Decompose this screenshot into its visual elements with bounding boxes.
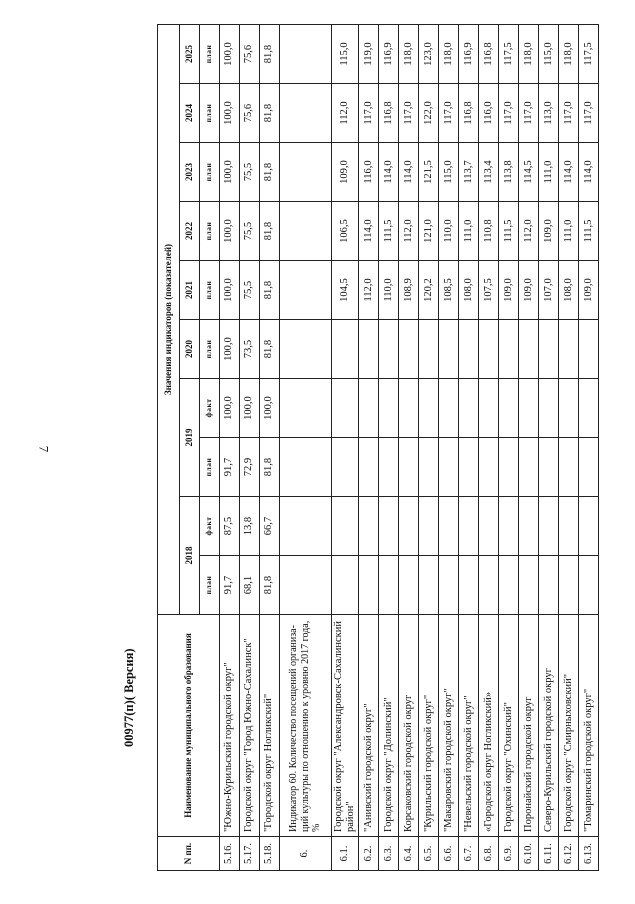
value-cell: 107,5	[479, 261, 499, 320]
value-cell	[459, 497, 479, 556]
value-cell: 87,5	[220, 497, 240, 556]
value-cell: 81,8	[260, 261, 280, 320]
row-number: 6.5.	[419, 837, 439, 871]
value-cell	[439, 497, 459, 556]
value-cell	[359, 320, 379, 379]
value-cell: 116,8	[459, 84, 479, 143]
value-cell: 112,0	[359, 261, 379, 320]
value-cell: 111,5	[579, 202, 599, 261]
value-cell	[559, 320, 579, 379]
value-cell	[280, 497, 332, 556]
row-number: 6.4.	[399, 837, 419, 871]
value-cell: 100,0	[220, 202, 240, 261]
value-cell: 75,5	[240, 143, 260, 202]
value-cell	[479, 497, 499, 556]
value-cell	[479, 320, 499, 379]
value-cell: 111,0	[559, 202, 579, 261]
header-plan: план	[200, 261, 220, 320]
value-cell: 116,9	[459, 24, 479, 83]
value-cell: 81,8	[260, 143, 280, 202]
row-number: 6.3.	[379, 837, 399, 871]
value-cell	[399, 556, 419, 615]
row-number: 6.8.	[479, 837, 499, 871]
value-cell: 117,0	[399, 84, 419, 143]
header-fact: факт	[200, 379, 220, 438]
value-cell	[280, 24, 332, 83]
value-cell	[459, 556, 479, 615]
value-cell	[359, 379, 379, 438]
value-cell: 115,0	[332, 24, 359, 83]
value-cell	[499, 438, 519, 497]
header-plan: план	[200, 84, 220, 143]
value-cell	[539, 320, 559, 379]
value-cell	[459, 438, 479, 497]
header-plan: план	[200, 320, 220, 379]
value-cell	[499, 556, 519, 615]
value-cell	[439, 320, 459, 379]
value-cell: 121,0	[419, 202, 439, 261]
value-cell: 114,0	[379, 143, 399, 202]
value-cell: 100,0	[220, 261, 240, 320]
value-cell: 100,0	[260, 379, 280, 438]
value-cell	[479, 379, 499, 438]
table-row	[519, 24, 539, 870]
table-row	[379, 24, 399, 870]
value-cell	[280, 202, 332, 261]
row-number: 6.2.	[359, 837, 379, 871]
value-cell	[280, 143, 332, 202]
value-cell	[519, 379, 539, 438]
table-row	[459, 24, 479, 870]
value-cell: 117,0	[519, 84, 539, 143]
value-cell	[559, 379, 579, 438]
value-cell: 68,1	[240, 556, 260, 615]
value-cell: 112,0	[332, 84, 359, 143]
value-cell	[280, 556, 332, 615]
value-cell	[539, 438, 559, 497]
value-cell	[439, 379, 459, 438]
rotated-table-container	[157, 25, 594, 871]
value-cell: 119,0	[359, 24, 379, 83]
value-cell: 114,5	[519, 143, 539, 202]
table-row	[260, 24, 280, 870]
value-cell: 81,8	[260, 320, 280, 379]
value-cell: 113,4	[479, 143, 499, 202]
value-cell: 117,5	[499, 24, 519, 83]
value-cell: 111,5	[379, 202, 399, 261]
header-year: 2020	[180, 320, 200, 379]
value-cell: 117,0	[359, 84, 379, 143]
table-row	[579, 24, 599, 870]
value-cell: 13,8	[240, 497, 260, 556]
municipality-name: Городской округ "Город Южно-Сахалинск"	[240, 615, 260, 837]
value-cell	[379, 438, 399, 497]
value-cell: 91,7	[220, 438, 240, 497]
value-cell: 118,0	[519, 24, 539, 83]
header-year: 2022	[180, 202, 200, 261]
value-cell	[359, 556, 379, 615]
row-number: 6.9.	[499, 837, 519, 871]
header-year: 2024	[180, 84, 200, 143]
indicator-title: Индикатор 60. Количество посещений организа-ций культуры по отношению к уровню 2017 года, %	[280, 615, 332, 837]
value-cell	[280, 438, 332, 497]
table-row	[439, 24, 459, 870]
value-cell: 117,0	[439, 84, 459, 143]
value-cell: 117,5	[579, 24, 599, 83]
table-row	[359, 24, 379, 870]
header-fact: факт	[200, 497, 220, 556]
value-cell	[359, 497, 379, 556]
value-cell: 117,0	[559, 84, 579, 143]
value-cell: 109,0	[499, 261, 519, 320]
value-cell	[419, 438, 439, 497]
value-cell	[559, 438, 579, 497]
value-cell	[499, 320, 519, 379]
header-year: 2025	[180, 24, 200, 83]
value-cell: 104,5	[332, 261, 359, 320]
value-cell: 81,8	[260, 24, 280, 83]
value-cell: 110,8	[479, 202, 499, 261]
value-cell: 73,5	[240, 320, 260, 379]
row-number: 6.	[280, 837, 332, 871]
value-cell	[379, 556, 399, 615]
value-cell	[439, 438, 459, 497]
value-cell	[280, 379, 332, 438]
value-cell: 108,0	[559, 261, 579, 320]
value-cell: 117,0	[499, 84, 519, 143]
table-row	[220, 24, 240, 870]
municipality-name: "Курильский городской округ"	[419, 615, 439, 837]
value-cell	[479, 438, 499, 497]
value-cell	[559, 556, 579, 615]
value-cell: 113,0	[539, 84, 559, 143]
municipality-name: Северо-Курильский городской округ	[539, 615, 559, 837]
value-cell	[519, 556, 539, 615]
header-num: N пп.	[158, 837, 220, 871]
table-row	[419, 24, 439, 870]
indicator-table	[157, 24, 599, 871]
value-cell: 116,0	[359, 143, 379, 202]
value-cell: 118,0	[399, 24, 419, 83]
value-cell	[379, 320, 399, 379]
value-cell	[280, 84, 332, 143]
municipality-name: Корсаковский городской округ	[399, 615, 419, 837]
value-cell: 118,0	[559, 24, 579, 83]
municipality-name: "Анивский городской округ"	[359, 615, 379, 837]
value-cell	[459, 320, 479, 379]
value-cell: 81,8	[260, 202, 280, 261]
value-cell	[579, 497, 599, 556]
value-cell: 75,6	[240, 84, 260, 143]
value-cell	[559, 497, 579, 556]
value-cell	[539, 379, 559, 438]
value-cell	[579, 438, 599, 497]
header-values: Значения индикаторов (показателей)	[158, 24, 180, 614]
value-cell: 113,7	[459, 143, 479, 202]
value-cell: 117,0	[579, 84, 599, 143]
municipality-name: "Городской округ Ногликский"	[260, 615, 280, 837]
value-cell: 100,0	[220, 320, 240, 379]
row-number: 5.18.	[260, 837, 280, 871]
value-cell: 108,0	[459, 261, 479, 320]
header-plan: план	[200, 143, 220, 202]
value-cell	[499, 497, 519, 556]
value-cell	[519, 497, 539, 556]
value-cell	[419, 497, 439, 556]
value-cell: 112,0	[399, 202, 419, 261]
value-cell: 116,0	[479, 84, 499, 143]
row-number: 6.6.	[439, 837, 459, 871]
row-number: 6.7.	[459, 837, 479, 871]
value-cell: 111,0	[539, 143, 559, 202]
table-row	[240, 24, 260, 870]
value-cell: 116,9	[379, 24, 399, 83]
header-plan: план	[200, 556, 220, 615]
value-cell	[399, 497, 419, 556]
table-row	[499, 24, 519, 870]
value-cell	[479, 556, 499, 615]
value-cell: 109,0	[579, 261, 599, 320]
row-number: 6.13.	[579, 837, 599, 871]
municipality-name: "Томаринский городской округ"	[579, 615, 599, 837]
value-cell	[579, 379, 599, 438]
header-year: 2023	[180, 143, 200, 202]
value-cell	[519, 438, 539, 497]
value-cell: 72,9	[240, 438, 260, 497]
municipality-name: «Городской округ Ногликский»	[479, 615, 499, 837]
value-cell: 114,0	[559, 143, 579, 202]
value-cell: 115,0	[539, 24, 559, 83]
value-cell: 75,6	[240, 24, 260, 83]
value-cell: 120,2	[419, 261, 439, 320]
value-cell	[332, 556, 359, 615]
value-cell: 107,0	[539, 261, 559, 320]
row-number: 6.11.	[539, 837, 559, 871]
value-cell: 116,8	[379, 84, 399, 143]
value-cell	[539, 556, 559, 615]
value-cell	[579, 320, 599, 379]
value-cell	[332, 379, 359, 438]
value-cell: 81,8	[260, 556, 280, 615]
value-cell: 115,0	[439, 143, 459, 202]
value-cell: 118,0	[439, 24, 459, 83]
value-cell	[399, 320, 419, 379]
value-cell	[579, 556, 599, 615]
header-year: 2018	[180, 497, 200, 615]
municipality-name: "Невельский городской округ"	[459, 615, 479, 837]
value-cell: 122,0	[419, 84, 439, 143]
value-cell: 123,0	[419, 24, 439, 83]
value-cell: 109,0	[519, 261, 539, 320]
value-cell: 66,7	[260, 497, 280, 556]
municipality-name: Городской округ "Смирныховский"	[559, 615, 579, 837]
table-row	[399, 24, 419, 870]
value-cell: 100,0	[240, 379, 260, 438]
value-cell: 91,7	[220, 556, 240, 615]
value-cell: 112,0	[519, 202, 539, 261]
value-cell	[459, 379, 479, 438]
value-cell: 75,5	[240, 261, 260, 320]
value-cell	[399, 438, 419, 497]
table-row	[539, 24, 559, 870]
value-cell: 100,0	[220, 143, 240, 202]
municipality-name: Городской округ "Александровск-Сахалинский район"	[332, 615, 359, 837]
value-cell: 111,5	[499, 202, 519, 261]
value-cell: 100,0	[220, 24, 240, 83]
value-cell	[332, 438, 359, 497]
value-cell: 106,5	[332, 202, 359, 261]
value-cell	[399, 379, 419, 438]
value-cell: 110,0	[439, 202, 459, 261]
table-row	[332, 24, 359, 870]
row-number: 6.12.	[559, 837, 579, 871]
value-cell	[379, 379, 399, 438]
value-cell	[519, 320, 539, 379]
value-cell	[419, 320, 439, 379]
header-plan: план	[200, 202, 220, 261]
value-cell: 81,8	[260, 438, 280, 497]
value-cell	[379, 497, 399, 556]
value-cell: 111,0	[459, 202, 479, 261]
value-cell: 114,0	[359, 202, 379, 261]
municipality-name: "Южно-Курильский городской округ"	[220, 615, 240, 837]
row-number: 6.1.	[332, 837, 359, 871]
value-cell: 109,0	[332, 143, 359, 202]
value-cell	[499, 379, 519, 438]
table-row	[280, 24, 332, 870]
table-body	[220, 24, 599, 870]
value-cell	[419, 379, 439, 438]
value-cell: 75,5	[240, 202, 260, 261]
header-year: 2021	[180, 261, 200, 320]
value-cell: 114,0	[579, 143, 599, 202]
header-plan: план	[200, 24, 220, 83]
page-number: 7	[36, 445, 52, 453]
value-cell: 110,0	[379, 261, 399, 320]
value-cell	[332, 497, 359, 556]
row-number: 5.16.	[220, 837, 240, 871]
value-cell: 81,8	[260, 84, 280, 143]
value-cell	[439, 556, 459, 615]
municipality-name: Городской округ "Долинский"	[379, 615, 399, 837]
value-cell: 109,0	[539, 202, 559, 261]
header-plan: план	[200, 438, 220, 497]
municipality-name: Поронайский городской округ	[519, 615, 539, 837]
municipality-name: "Макаровский городской округ"	[439, 615, 459, 837]
value-cell: 100,0	[220, 379, 240, 438]
value-cell: 108,9	[399, 261, 419, 320]
value-cell: 121,5	[419, 143, 439, 202]
value-cell: 116,8	[479, 24, 499, 83]
value-cell: 113,8	[499, 143, 519, 202]
municipality-name: Городской округ "Охинский"	[499, 615, 519, 837]
value-cell	[419, 556, 439, 615]
value-cell	[280, 261, 332, 320]
value-cell	[280, 320, 332, 379]
table-row	[479, 24, 499, 870]
row-number: 5.17.	[240, 837, 260, 871]
value-cell: 100,0	[220, 84, 240, 143]
table-row	[559, 24, 579, 870]
value-cell: 108,5	[439, 261, 459, 320]
value-cell	[539, 497, 559, 556]
row-number: 6.10.	[519, 837, 539, 871]
value-cell	[332, 320, 359, 379]
header-name: Наименование муниципального образования	[158, 615, 220, 837]
value-cell	[359, 438, 379, 497]
value-cell: 114,0	[399, 143, 419, 202]
header-year: 2019	[180, 379, 200, 497]
document-code: 00977(п)( Версия)	[122, 648, 136, 747]
